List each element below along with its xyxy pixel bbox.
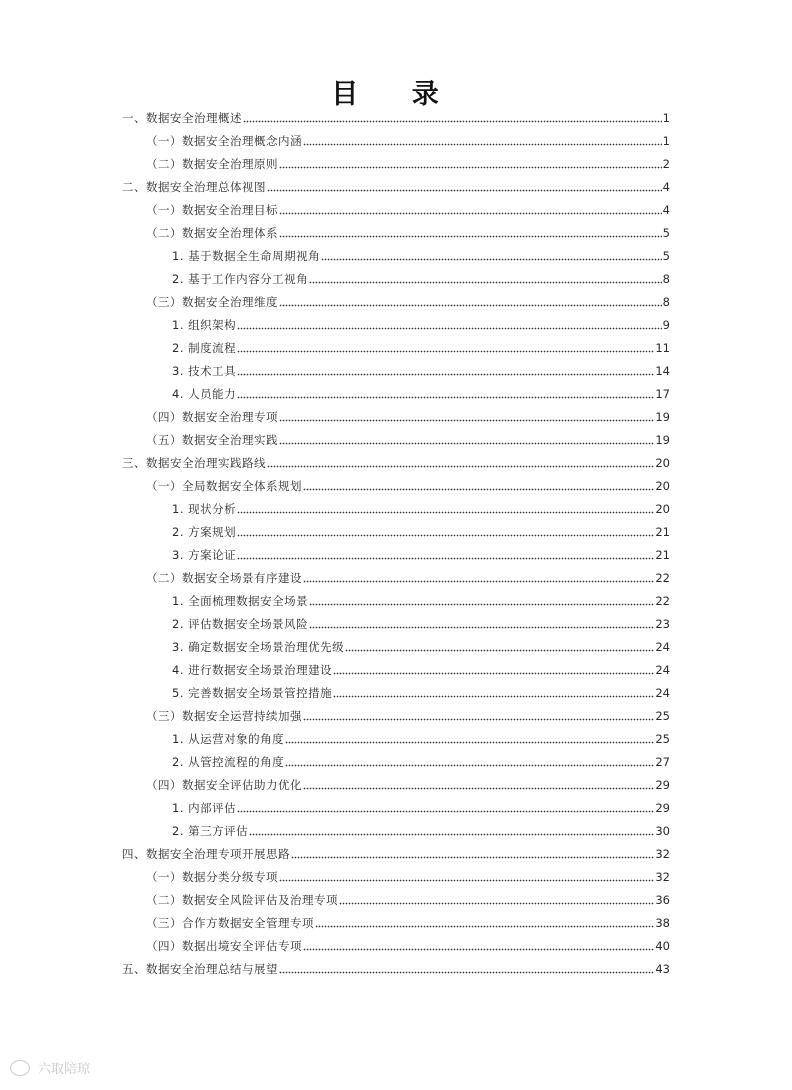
toc-entry-page-number: 38 bbox=[655, 916, 670, 930]
toc-entry[interactable] bbox=[172, 800, 670, 816]
toc-entry[interactable] bbox=[172, 317, 670, 333]
toc-entry[interactable] bbox=[122, 110, 670, 126]
toc-entry-page-number: 43 bbox=[655, 962, 670, 976]
toc-leader-dots bbox=[321, 258, 662, 261]
toc-entry-label: （二）数据安全场景有序建设 bbox=[146, 571, 302, 585]
toc-entry-page-number: 32 bbox=[655, 847, 670, 861]
toc-entry-page-number: 5 bbox=[662, 226, 670, 240]
page-title: 目 录 bbox=[331, 79, 461, 110]
toc-leader-dots bbox=[237, 511, 654, 514]
toc-entry[interactable] bbox=[172, 547, 670, 563]
toc-entry-page-number: 2 bbox=[662, 157, 670, 171]
toc-entry-label: 一、数据安全治理概述 bbox=[122, 111, 242, 125]
toc-entry-label: 四、数据安全治理专项开展思路 bbox=[122, 847, 290, 861]
toc-entry-label: 3. 技术工具 bbox=[172, 364, 237, 378]
toc-leader-dots bbox=[267, 189, 662, 192]
toc-entry-label: 三、数据安全治理实践路线 bbox=[122, 456, 266, 470]
toc-leader-dots bbox=[249, 833, 654, 836]
toc-leader-dots bbox=[315, 925, 654, 928]
toc-entry-label: （三）数据安全运营持续加强 bbox=[146, 709, 302, 723]
toc-entry-page-number: 24 bbox=[655, 663, 670, 677]
toc-entry-label: （一）数据分类分级专项 bbox=[146, 870, 278, 884]
toc-entry[interactable] bbox=[146, 570, 670, 586]
toc-entry-page-number: 5 bbox=[662, 249, 670, 263]
toc-entry-page-number: 29 bbox=[655, 778, 670, 792]
toc-entry-page-number: 27 bbox=[655, 755, 670, 769]
toc-entry-page-number: 19 bbox=[655, 410, 670, 424]
toc-entry-label: （五）数据安全治理实践 bbox=[146, 433, 278, 447]
toc-entry[interactable] bbox=[172, 593, 670, 609]
toc-entry[interactable] bbox=[172, 754, 670, 770]
toc-leader-dots bbox=[291, 856, 654, 859]
toc-leader-dots bbox=[303, 488, 654, 491]
toc-entry-page-number: 36 bbox=[655, 893, 670, 907]
toc-entry-label: 2. 方案规划 bbox=[172, 525, 237, 539]
toc-leader-dots bbox=[267, 465, 654, 468]
toc-leader-dots bbox=[303, 787, 654, 790]
toc-leader-dots bbox=[237, 810, 654, 813]
watermark bbox=[10, 1058, 90, 1077]
toc-leader-dots bbox=[243, 120, 662, 123]
toc-entry[interactable] bbox=[146, 938, 670, 954]
toc-entry-label: （三）合作方数据安全管理专项 bbox=[146, 916, 314, 930]
toc-entry[interactable] bbox=[172, 271, 670, 287]
toc-entry-page-number: 32 bbox=[655, 870, 670, 884]
toc-entry[interactable] bbox=[172, 363, 670, 379]
toc-entry-label: 3. 方案论证 bbox=[172, 548, 237, 562]
toc-leader-dots bbox=[237, 396, 654, 399]
toc-entry[interactable] bbox=[172, 524, 670, 540]
toc-leader-dots bbox=[237, 327, 662, 330]
toc-leader-dots bbox=[345, 649, 654, 652]
toc-entry[interactable] bbox=[146, 478, 670, 494]
toc-entry-page-number: 24 bbox=[655, 640, 670, 654]
toc-entry-page-number: 25 bbox=[655, 732, 670, 746]
watermark-text: 六取陪琼 bbox=[38, 1062, 91, 1077]
toc-entry[interactable] bbox=[146, 294, 670, 310]
toc-leader-dots bbox=[309, 281, 662, 284]
toc-entry-label: （一）数据安全治理概念内涵 bbox=[146, 134, 302, 148]
toc-entry-page-number: 40 bbox=[655, 939, 670, 953]
toc-entry-label: 2. 第三方评估 bbox=[172, 824, 249, 838]
toc-entry-page-number: 24 bbox=[655, 686, 670, 700]
toc-entry-label: （一）数据安全治理目标 bbox=[146, 203, 278, 217]
toc-entry-page-number: 11 bbox=[655, 341, 670, 355]
toc-entry[interactable] bbox=[172, 685, 670, 701]
toc-entry-label: 二、数据安全治理总体视图 bbox=[122, 180, 266, 194]
toc-entry[interactable] bbox=[146, 708, 670, 724]
toc-entry[interactable] bbox=[172, 386, 670, 402]
toc-entry[interactable] bbox=[172, 501, 670, 517]
toc-entry-label: 1. 从运营对象的角度 bbox=[172, 732, 285, 746]
toc-leader-dots bbox=[303, 718, 654, 721]
toc-leader-dots bbox=[285, 764, 654, 767]
toc-entry[interactable] bbox=[172, 662, 670, 678]
toc-entry-page-number: 22 bbox=[655, 594, 670, 608]
toc-entry[interactable] bbox=[172, 616, 670, 632]
toc-entry[interactable] bbox=[146, 432, 670, 448]
toc-entry[interactable] bbox=[146, 892, 670, 908]
toc-leader-dots bbox=[279, 166, 662, 169]
toc-entry-label: 2. 制度流程 bbox=[172, 341, 237, 355]
toc-entry-label: （二）数据安全治理原则 bbox=[146, 157, 278, 171]
toc-leader-dots bbox=[303, 948, 654, 951]
toc-entry-page-number: 20 bbox=[655, 479, 670, 493]
toc-entry-page-number: 21 bbox=[655, 548, 670, 562]
toc-entry-page-number: 19 bbox=[655, 433, 670, 447]
toc-entry-page-number: 1 bbox=[662, 134, 670, 148]
toc-entry-label: 4. 进行数据安全场景治理建设 bbox=[172, 663, 333, 677]
toc-entry-label: 5. 完善数据安全场景管控措施 bbox=[172, 686, 333, 700]
toc-leader-dots bbox=[333, 695, 654, 698]
toc-entry[interactable] bbox=[172, 340, 670, 356]
toc-entry-page-number: 20 bbox=[655, 456, 670, 470]
toc-leader-dots bbox=[279, 235, 662, 238]
toc-entry[interactable] bbox=[146, 869, 670, 885]
toc-leader-dots bbox=[237, 373, 654, 376]
toc-leader-dots bbox=[309, 603, 654, 606]
toc-entry-page-number: 8 bbox=[662, 272, 670, 286]
toc-entry[interactable] bbox=[146, 225, 670, 241]
toc-entry[interactable] bbox=[172, 248, 670, 264]
toc-entry-label: （二）数据安全治理体系 bbox=[146, 226, 278, 240]
toc-leader-dots bbox=[285, 741, 654, 744]
toc-entry-page-number: 30 bbox=[655, 824, 670, 838]
toc-leader-dots bbox=[237, 350, 654, 353]
toc-entry-label: 1. 组织架构 bbox=[172, 318, 237, 332]
toc-entry[interactable] bbox=[146, 409, 670, 425]
toc-entry[interactable] bbox=[172, 731, 670, 747]
toc-entry-label: （三）数据安全治理维度 bbox=[146, 295, 278, 309]
toc-entry-label: （四）数据出境安全评估专项 bbox=[146, 939, 302, 953]
toc-leader-dots bbox=[279, 879, 654, 882]
toc-entry-page-number: 21 bbox=[655, 525, 670, 539]
toc-leader-dots bbox=[237, 557, 654, 560]
toc-entry-page-number: 9 bbox=[662, 318, 670, 332]
toc-entry-label: （二）数据安全风险评估及治理专项 bbox=[146, 893, 338, 907]
toc-entry[interactable] bbox=[146, 915, 670, 931]
toc-entry[interactable] bbox=[122, 179, 670, 195]
toc-entry-page-number: 22 bbox=[655, 571, 670, 585]
toc-leader-dots bbox=[237, 534, 654, 537]
toc-entry-page-number: 8 bbox=[662, 295, 670, 309]
toc-entry-label: 1. 现状分析 bbox=[172, 502, 237, 516]
toc-leader-dots bbox=[303, 143, 662, 146]
toc-entry[interactable] bbox=[122, 455, 670, 471]
toc-entry-label: 1. 内部评估 bbox=[172, 801, 237, 815]
toc-entry-label: 3. 确定数据安全场景治理优先级 bbox=[172, 640, 345, 654]
toc-leader-dots bbox=[309, 626, 654, 629]
toc-entry-label: （四）数据安全治理专项 bbox=[146, 410, 278, 424]
toc-entry-page-number: 4 bbox=[662, 203, 670, 217]
toc-entry-label: 2. 基于工作内容分工视角 bbox=[172, 272, 309, 286]
toc-entry-page-number: 17 bbox=[655, 387, 670, 401]
toc-entry-label: （一）全局数据安全体系规划 bbox=[146, 479, 302, 493]
toc-entry-page-number: 20 bbox=[655, 502, 670, 516]
toc-entry-page-number: 14 bbox=[655, 364, 670, 378]
toc-entry-label: 1. 基于数据全生命周期视角 bbox=[172, 249, 321, 263]
toc-entry[interactable] bbox=[146, 133, 670, 149]
watermark-logo-icon bbox=[10, 1060, 30, 1076]
toc-leader-dots bbox=[333, 672, 654, 675]
toc-entry-label: 1. 全面梳理数据安全场景 bbox=[172, 594, 309, 608]
toc-entry[interactable] bbox=[172, 639, 670, 655]
toc-leader-dots bbox=[279, 212, 662, 215]
toc-entry[interactable] bbox=[146, 777, 670, 793]
toc-leader-dots bbox=[279, 419, 654, 422]
toc-leader-dots bbox=[279, 442, 654, 445]
toc-entry-label: 五、数据安全治理总结与展望 bbox=[122, 962, 278, 976]
toc-leader-dots bbox=[279, 971, 654, 974]
toc-entry-page-number: 29 bbox=[655, 801, 670, 815]
toc-leader-dots bbox=[303, 580, 654, 583]
toc-entry[interactable] bbox=[172, 823, 670, 839]
toc-entry-page-number: 25 bbox=[655, 709, 670, 723]
toc-leader-dots bbox=[279, 304, 662, 307]
toc-entry-label: 4. 人员能力 bbox=[172, 387, 237, 401]
toc-entry-label: （四）数据安全评估助力优化 bbox=[146, 778, 302, 792]
toc-entry-page-number: 4 bbox=[662, 180, 670, 194]
toc-entry-page-number: 1 bbox=[662, 111, 670, 125]
toc-entry[interactable] bbox=[122, 961, 670, 977]
toc-entry-label: 2. 评估数据安全场景风险 bbox=[172, 617, 309, 631]
toc-entry-label: 2. 从管控流程的角度 bbox=[172, 755, 285, 769]
toc-entry-page-number: 23 bbox=[655, 617, 670, 631]
toc-entry[interactable] bbox=[146, 202, 670, 218]
toc-entry[interactable] bbox=[146, 156, 670, 172]
toc-entry[interactable] bbox=[122, 846, 670, 862]
toc-leader-dots bbox=[339, 902, 654, 905]
